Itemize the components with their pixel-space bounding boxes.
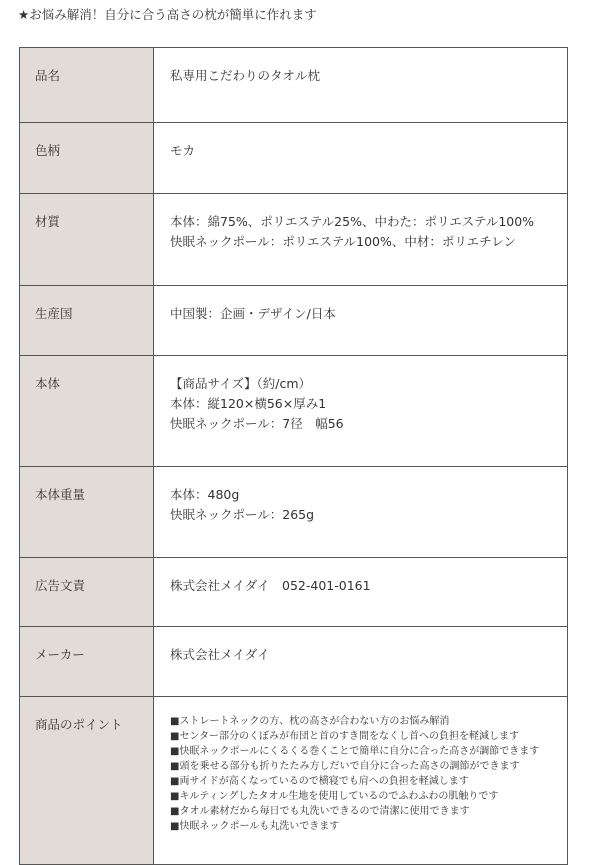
spec-value-line: 快眠ネックポール：ポリエステル100%、中材：ポリエチレン [170, 234, 517, 249]
spec-row-body [20, 356, 568, 467]
spec-label-material: 材質 [20, 194, 154, 286]
spec-row-advertiser [20, 558, 568, 627]
spec-row-maker [20, 627, 568, 697]
spec-row-color [20, 123, 568, 194]
spec-value-line: 中国製：企画・デザイン/日本 [170, 306, 336, 321]
spec-value-line: 株式会社メイダイ 052-401-0161 [170, 578, 371, 593]
spec-value-line: 私専用こだわりのタオル枕 [170, 68, 321, 83]
spec-row-points [20, 697, 568, 865]
point-item: ■快眠ネックポールも丸洗いできます [170, 821, 340, 832]
top-note: ★お悩み解消！自分に合う高さの枕が簡単に作れます [18, 7, 317, 22]
spec-value-color [154, 123, 568, 194]
spec-value-material [154, 194, 568, 286]
point-item: ■キルティングしたタオル生地を使用しているのでふわふわの肌触りです [170, 791, 499, 802]
spec-value-body [154, 356, 568, 467]
point-item: ■ストレートネックの方、枕の高さが合わない方のお悩み解消 [170, 716, 450, 727]
spec-value-line: 本体：480g [170, 487, 240, 502]
spec-label-origin: 生産国 [20, 286, 154, 356]
spec-value-advertiser [154, 558, 568, 627]
spec-row-origin [20, 286, 568, 356]
spec-label-name: 品名 [20, 48, 154, 123]
spec-value-line: モカ [170, 143, 196, 158]
spec-value-line: 快眠ネックポール：265g [170, 507, 315, 522]
spec-row-weight [20, 467, 568, 558]
spec-label-advertiser: 広告文責 [20, 558, 154, 627]
spec-value-line: 株式会社メイダイ [170, 647, 270, 662]
spec-value-line: 本体：綿75%、ポリエステル25%、中わた：ポリエステル100% [170, 214, 535, 229]
spec-label-maker: メーカー [20, 627, 154, 697]
spec-label-weight: 本体重量 [20, 467, 154, 558]
point-item: ■快眠ネックポールにくるくる巻くことで簡単に自分に合った高さが調節できます [170, 746, 540, 757]
spec-value-line: 本体：縦120×横56×厚み1 [170, 396, 327, 411]
point-item: ■頭を乗せる部分も折りたたみ方しだいで自分に合った高さの調節ができます [170, 761, 520, 772]
spec-value-line: 【商品サイズ】（約/cm） [170, 376, 312, 391]
spec-label-body: 本体 [20, 356, 154, 467]
spec-value-points [154, 697, 568, 865]
point-item: ■両サイドが高くなっているので横寝でも肩への負担を軽減します [170, 776, 469, 787]
spec-value-name [154, 48, 568, 123]
spec-value-weight [154, 467, 568, 558]
point-item: ■センター部分のくぼみが布団と首のすき間をなくし首への負担を軽減します [170, 731, 520, 742]
spec-row-material [20, 194, 568, 286]
spec-value-origin [154, 286, 568, 356]
spec-value-maker [154, 627, 568, 697]
spec-row-name [20, 48, 568, 123]
spec-value-line: 快眠ネックポール：7径 幅56 [170, 416, 344, 431]
spec-label-points: 商品のポイント [20, 697, 154, 865]
spec-label-color: 色柄 [20, 123, 154, 194]
product-spec-table [19, 47, 568, 865]
point-item: ■タオル素材だから毎日でも丸洗いできるので清潔に使用できます [170, 806, 470, 817]
